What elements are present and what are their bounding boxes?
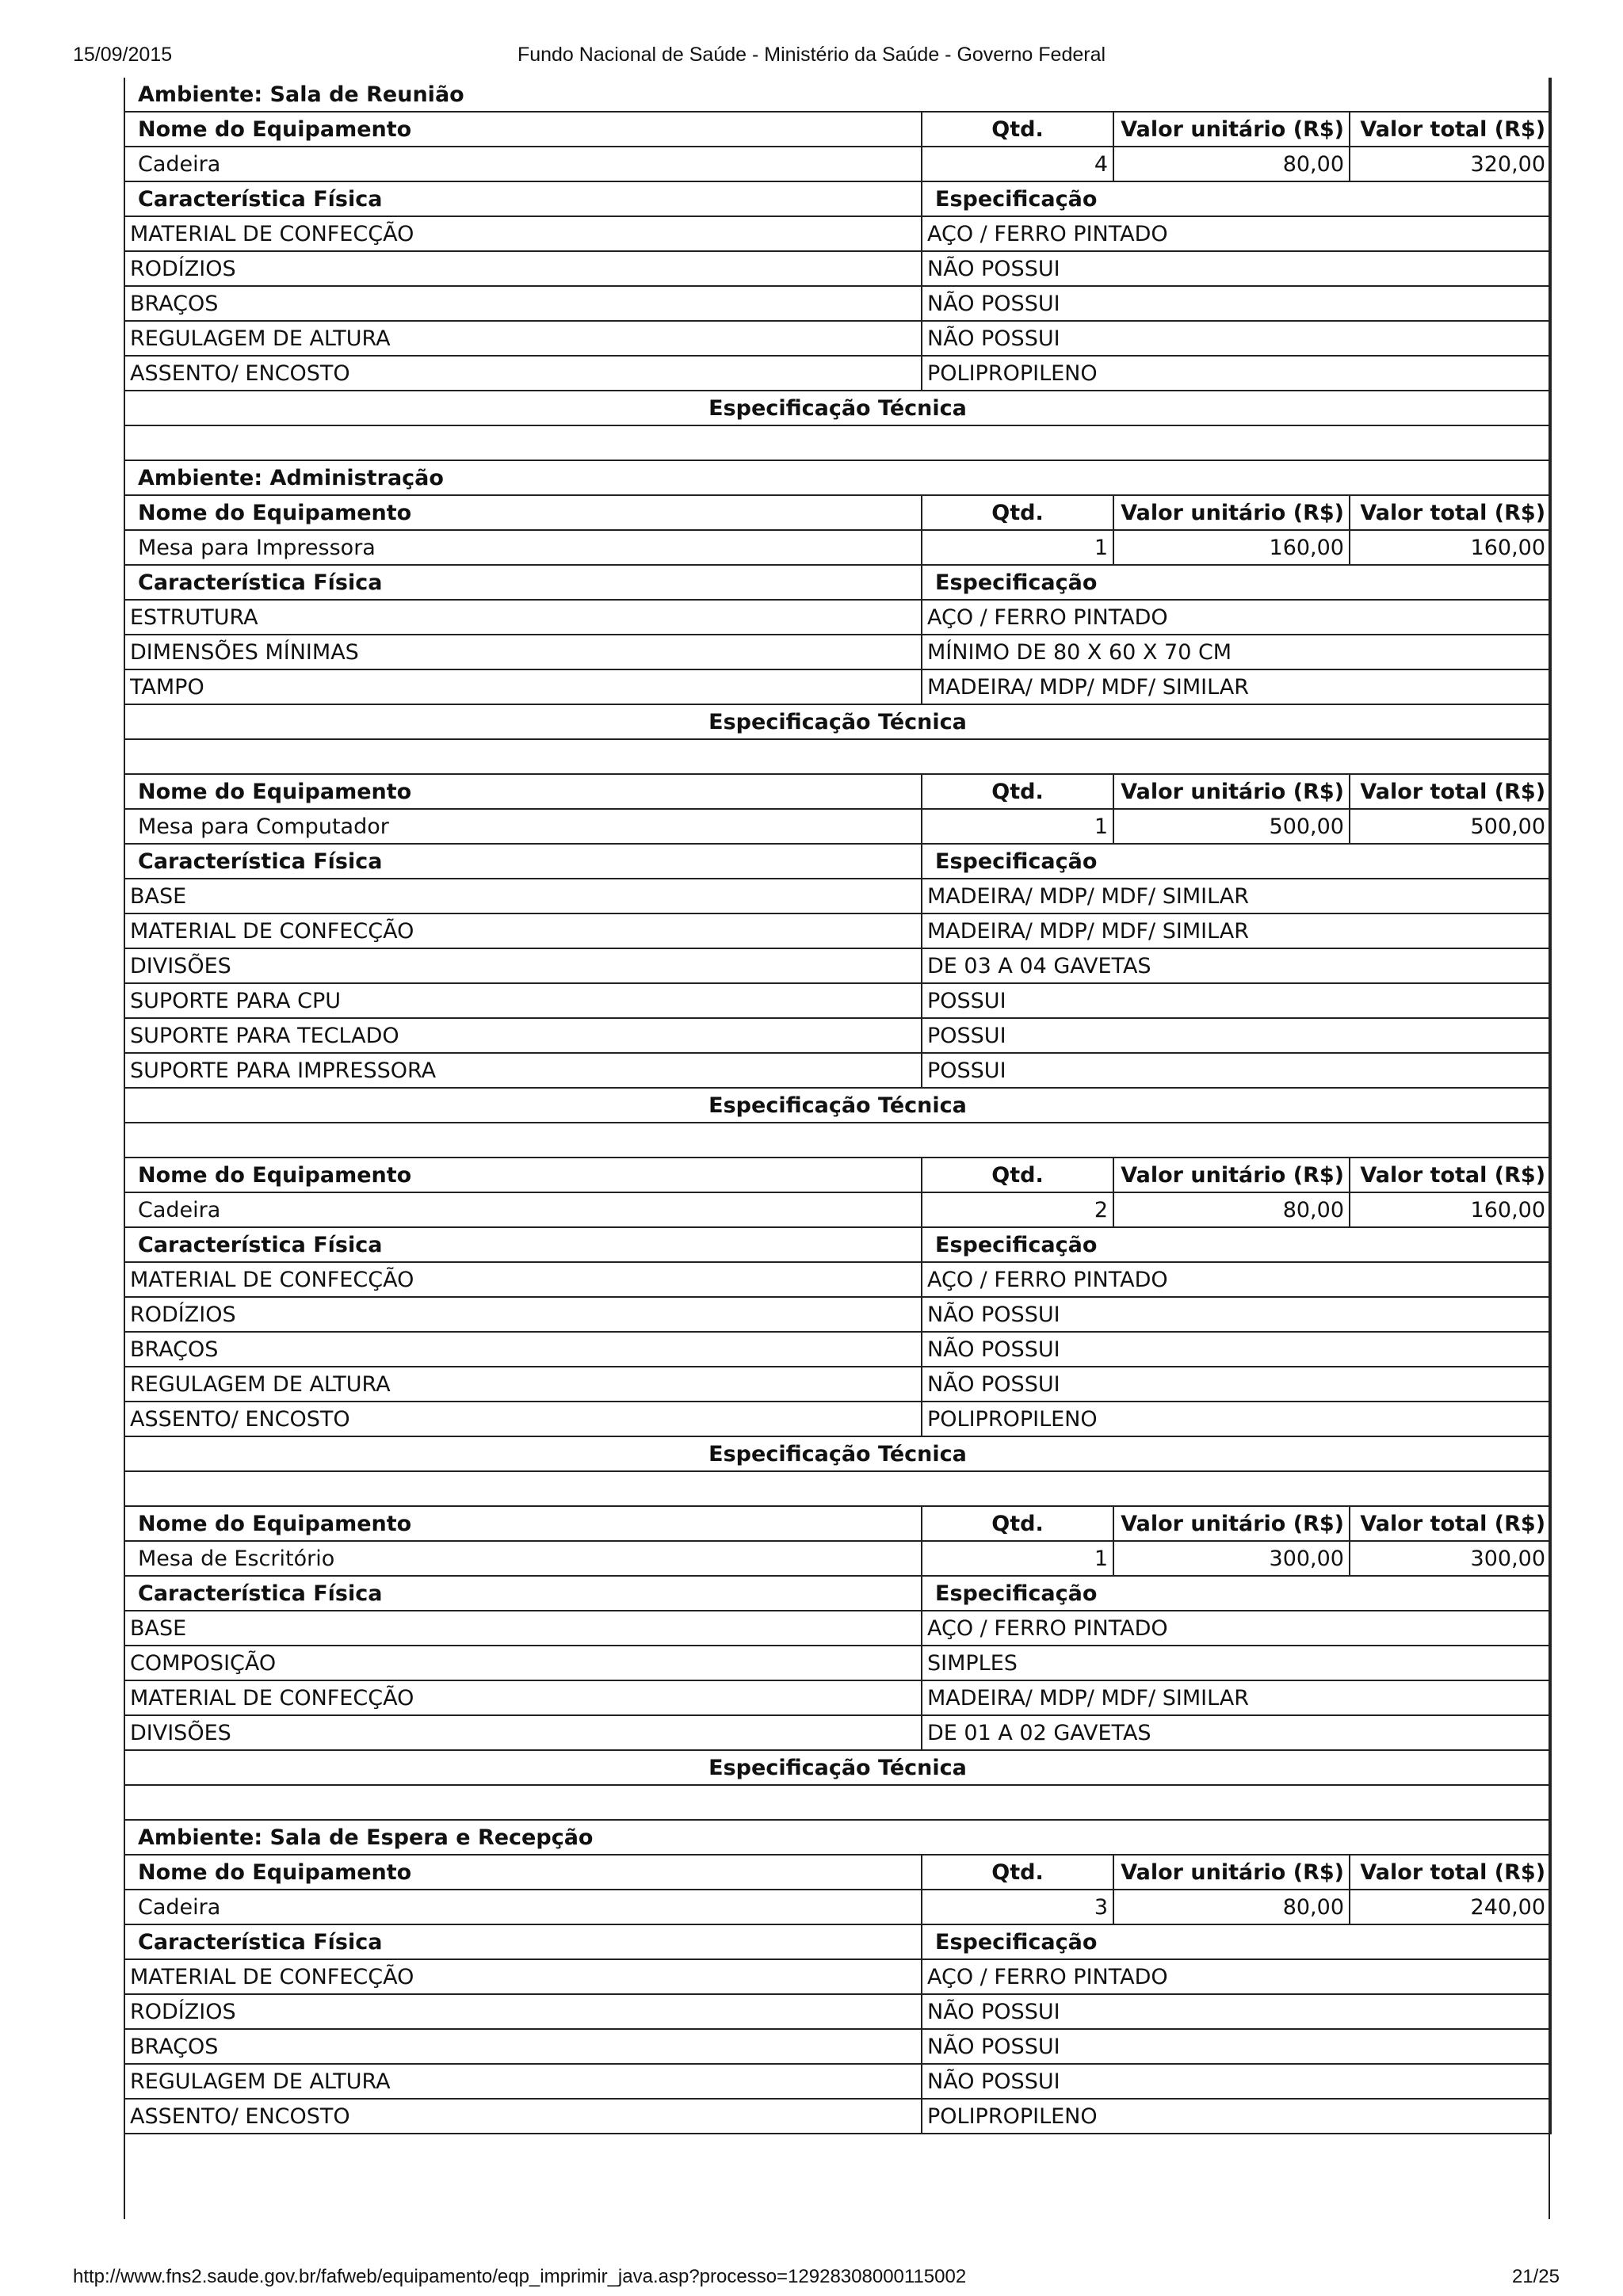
col-qtd-header: Qtd. [922,112,1113,147]
spec-row [124,948,1551,983]
spec-especificacao: NÃO POSSUI [922,1297,1551,1332]
spec-especificacao: MADEIRA/ MDP/ MDF/ SIMILAR [922,879,1551,913]
col-valor-total-header: Valor total (R$) [1350,1855,1551,1890]
col-nome-header: Nome do Equipamento [124,774,922,809]
especificacao-header: Especificação [922,1924,1551,1959]
spec-caracteristica: ASSENTO/ ENCOSTO [124,1402,922,1436]
especificacao-header: Especificação [922,181,1551,216]
spec-header-row [124,565,1551,600]
col-valor-unitario-header: Valor unitário (R$) [1113,1506,1350,1541]
especificacao-tecnica-row [124,704,1551,739]
spec-row [124,879,1551,913]
spec-caracteristica: MATERIAL DE CONFECÇÃO [124,1959,922,1994]
ambiente-title: Ambiente: Sala de Reunião [124,78,1551,112]
equipment-qtd: 2 [922,1192,1113,1227]
spec-row [124,356,1551,391]
equipment-table [124,78,1552,2134]
spec-row [124,2064,1551,2099]
blank-row [124,739,1551,774]
equipment-document [124,78,1550,2134]
equipment-qtd: 1 [922,530,1113,565]
spec-especificacao: DE 03 A 04 GAVETAS [922,948,1551,983]
spec-caracteristica: SUPORTE PARA TECLADO [124,1018,922,1053]
blank-row [124,1123,1551,1158]
especificacao-tecnica-body [124,425,1551,460]
col-nome-header: Nome do Equipamento [124,112,922,147]
col-nome-header: Nome do Equipamento [124,1158,922,1192]
spec-caracteristica: REGULAGEM DE ALTURA [124,1367,922,1402]
spec-caracteristica: ASSENTO/ ENCOSTO [124,356,922,391]
spec-especificacao: POSSUI [922,1018,1551,1053]
spec-especificacao: DE 01 A 02 GAVETAS [922,1715,1551,1750]
ambiente-row [124,1820,1551,1855]
spec-especificacao: NÃO POSSUI [922,1367,1551,1402]
spec-especificacao: MADEIRA/ MDP/ MDF/ SIMILAR [922,669,1551,704]
col-qtd-header: Qtd. [922,495,1113,530]
col-qtd-header: Qtd. [922,1855,1113,1890]
print-header [0,44,1623,72]
equipment-row [124,147,1551,181]
spec-especificacao: NÃO POSSUI [922,286,1551,321]
col-qtd-header: Qtd. [922,1158,1113,1192]
spec-especificacao: AÇO / FERRO PINTADO [922,600,1551,635]
equipment-valor-unitario: 80,00 [1113,147,1350,181]
spec-row [124,1053,1551,1088]
spec-especificacao: POSSUI [922,983,1551,1018]
especificacao-tecnica-row [124,1750,1551,1785]
equipment-valor-unitario: 300,00 [1113,1541,1350,1576]
spec-especificacao: NÃO POSSUI [922,321,1551,356]
equipment-valor-total: 240,00 [1350,1890,1551,1924]
print-url: http://www.fns2.saude.gov.br/fafweb/equipamento/eqp_imprimir_java.asp?processo=12928308000115002 [73,2266,967,2287]
especificacao-tecnica-title: Especificação Técnica [124,1088,1551,1123]
spec-caracteristica: RODÍZIOS [124,251,922,286]
spec-row [124,251,1551,286]
spec-row [124,1959,1551,1994]
equipment-row [124,1890,1551,1924]
spec-row [124,1994,1551,2029]
col-valor-total-header: Valor total (R$) [1350,112,1551,147]
spec-caracteristica: DIVISÕES [124,1715,922,1750]
col-valor-total-header: Valor total (R$) [1350,495,1551,530]
spec-row [124,669,1551,704]
spec-caracteristica: COMPOSIÇÃO [124,1646,922,1680]
spec-row [124,1018,1551,1053]
spec-especificacao: AÇO / FERRO PINTADO [922,1959,1551,1994]
spec-row [124,635,1551,669]
spec-especificacao: POLIPROPILENO [922,356,1551,391]
caracteristica-header: Característica Física [124,181,922,216]
equipment-name: Cadeira [124,1890,922,1924]
spec-caracteristica: SUPORTE PARA CPU [124,983,922,1018]
especificacao-tecnica-title: Especificação Técnica [124,391,1551,425]
spec-caracteristica: ASSENTO/ ENCOSTO [124,2099,922,2134]
spec-header-row [124,844,1551,879]
spec-especificacao: NÃO POSSUI [922,251,1551,286]
spec-header-row [124,1227,1551,1262]
col-valor-total-header: Valor total (R$) [1350,1506,1551,1541]
spec-caracteristica: MATERIAL DE CONFECÇÃO [124,216,922,251]
col-qtd-header: Qtd. [922,774,1113,809]
spec-caracteristica: REGULAGEM DE ALTURA [124,2064,922,2099]
col-valor-unitario-header: Valor unitário (R$) [1113,1158,1350,1192]
spec-caracteristica: BASE [124,1611,922,1646]
spec-row [124,600,1551,635]
spec-especificacao: MADEIRA/ MDP/ MDF/ SIMILAR [922,913,1551,948]
col-nome-header: Nome do Equipamento [124,1855,922,1890]
spec-row [124,1611,1551,1646]
spec-caracteristica: BRAÇOS [124,286,922,321]
print-date: 15/09/2015 [73,44,173,66]
spec-row [124,1367,1551,1402]
especificacao-header: Especificação [922,565,1551,600]
caracteristica-header: Característica Física [124,565,922,600]
print-title: Fundo Nacional de Saúde - Ministério da Saúde - Governo Federal [517,44,1106,66]
especificacao-tecnica-title: Especificação Técnica [124,1436,1551,1471]
spec-caracteristica: ESTRUTURA [124,600,922,635]
equipment-header-row [124,112,1551,147]
spec-caracteristica: MATERIAL DE CONFECÇÃO [124,913,922,948]
spec-caracteristica: BRAÇOS [124,2029,922,2064]
equipment-qtd: 4 [922,147,1113,181]
spec-row [124,1680,1551,1715]
especificacao-tecnica-row [124,1436,1551,1471]
col-qtd-header: Qtd. [922,1506,1113,1541]
spec-especificacao: POLIPROPILENO [922,1402,1551,1436]
equipment-valor-total: 320,00 [1350,147,1551,181]
spec-header-row [124,181,1551,216]
spec-row [124,1402,1551,1436]
spec-row [124,1715,1551,1750]
equipment-valor-unitario: 500,00 [1113,809,1350,844]
equipment-header-row [124,1855,1551,1890]
equipment-name: Cadeira [124,147,922,181]
equipment-row [124,1192,1551,1227]
spec-row [124,983,1551,1018]
spec-header-row [124,1924,1551,1959]
col-valor-total-header: Valor total (R$) [1350,774,1551,809]
especificacao-header: Especificação [922,1227,1551,1262]
spec-caracteristica: TAMPO [124,669,922,704]
spec-row [124,286,1551,321]
ambiente-row [124,78,1551,112]
spec-especificacao: NÃO POSSUI [922,2064,1551,2099]
ambiente-title: Ambiente: Administração [124,460,1551,495]
col-nome-header: Nome do Equipamento [124,495,922,530]
spec-caracteristica: RODÍZIOS [124,1994,922,2029]
ambiente-row [124,460,1551,495]
equipment-valor-unitario: 80,00 [1113,1890,1350,1924]
equipment-qtd: 3 [922,1890,1113,1924]
blank-row [124,1471,1551,1506]
page-number: 21/25 [1511,2266,1560,2287]
especificacao-tecnica-body [124,1123,1551,1158]
col-valor-unitario-header: Valor unitário (R$) [1113,1855,1350,1890]
equipment-name: Mesa para Computador [124,809,922,844]
spec-row [124,1332,1551,1367]
equipment-valor-total: 300,00 [1350,1541,1551,1576]
spec-row [124,216,1551,251]
col-valor-unitario-header: Valor unitário (R$) [1113,495,1350,530]
spec-especificacao: MADEIRA/ MDP/ MDF/ SIMILAR [922,1680,1551,1715]
equipment-name: Mesa para Impressora [124,530,922,565]
equipment-name: Cadeira [124,1192,922,1227]
equipment-header-row [124,1506,1551,1541]
equipment-row [124,530,1551,565]
equipment-qtd: 1 [922,809,1113,844]
spec-header-row [124,1576,1551,1611]
equipment-name: Mesa de Escritório [124,1541,922,1576]
equipment-valor-unitario: 160,00 [1113,530,1350,565]
spec-caracteristica: RODÍZIOS [124,1297,922,1332]
col-valor-unitario-header: Valor unitário (R$) [1113,112,1350,147]
caracteristica-header: Característica Física [124,1576,922,1611]
especificacao-header: Especificação [922,1576,1551,1611]
print-footer [0,2266,1623,2294]
equipment-header-row [124,774,1551,809]
equipment-row [124,809,1551,844]
spec-row [124,2029,1551,2064]
equipment-header-row [124,495,1551,530]
blank-row [124,1785,1551,1820]
equipment-valor-total: 160,00 [1350,530,1551,565]
caracteristica-header: Característica Física [124,844,922,879]
spec-caracteristica: SUPORTE PARA IMPRESSORA [124,1053,922,1088]
equipment-valor-total: 160,00 [1350,1192,1551,1227]
especificacao-tecnica-body [124,1785,1551,1820]
especificacao-tecnica-body [124,739,1551,774]
spec-especificacao: AÇO / FERRO PINTADO [922,1262,1551,1297]
especificacao-header: Especificação [922,844,1551,879]
blank-row [124,425,1551,460]
spec-row [124,321,1551,356]
col-valor-total-header: Valor total (R$) [1350,1158,1551,1192]
spec-caracteristica: BASE [124,879,922,913]
col-nome-header: Nome do Equipamento [124,1506,922,1541]
especificacao-tecnica-title: Especificação Técnica [124,1750,1551,1785]
spec-row [124,1262,1551,1297]
caracteristica-header: Característica Física [124,1227,922,1262]
ambiente-title: Ambiente: Sala de Espera e Recepção [124,1820,1551,1855]
spec-caracteristica: DIVISÕES [124,948,922,983]
spec-row [124,2099,1551,2134]
spec-especificacao: MÍNIMO DE 80 X 60 X 70 CM [922,635,1551,669]
spec-especificacao: AÇO / FERRO PINTADO [922,216,1551,251]
spec-row [124,1297,1551,1332]
spec-caracteristica: MATERIAL DE CONFECÇÃO [124,1262,922,1297]
spec-especificacao: NÃO POSSUI [922,1332,1551,1367]
col-valor-unitario-header: Valor unitário (R$) [1113,774,1350,809]
especificacao-tecnica-body [124,1471,1551,1506]
especificacao-tecnica-row [124,1088,1551,1123]
equipment-valor-unitario: 80,00 [1113,1192,1350,1227]
spec-caracteristica: DIMENSÕES MÍNIMAS [124,635,922,669]
equipment-qtd: 1 [922,1541,1113,1576]
spec-especificacao: NÃO POSSUI [922,1994,1551,2029]
spec-especificacao: POSSUI [922,1053,1551,1088]
spec-row [124,1646,1551,1680]
spec-caracteristica: MATERIAL DE CONFECÇÃO [124,1680,922,1715]
spec-especificacao: POLIPROPILENO [922,2099,1551,2134]
spec-caracteristica: BRAÇOS [124,1332,922,1367]
spec-especificacao: AÇO / FERRO PINTADO [922,1611,1551,1646]
caracteristica-header: Característica Física [124,1924,922,1959]
equipment-valor-total: 500,00 [1350,809,1551,844]
especificacao-tecnica-row [124,391,1551,425]
spec-caracteristica: REGULAGEM DE ALTURA [124,321,922,356]
especificacao-tecnica-title: Especificação Técnica [124,704,1551,739]
spec-especificacao: SIMPLES [922,1646,1551,1680]
spec-especificacao: NÃO POSSUI [922,2029,1551,2064]
equipment-header-row [124,1158,1551,1192]
equipment-row [124,1541,1551,1576]
spec-row [124,913,1551,948]
